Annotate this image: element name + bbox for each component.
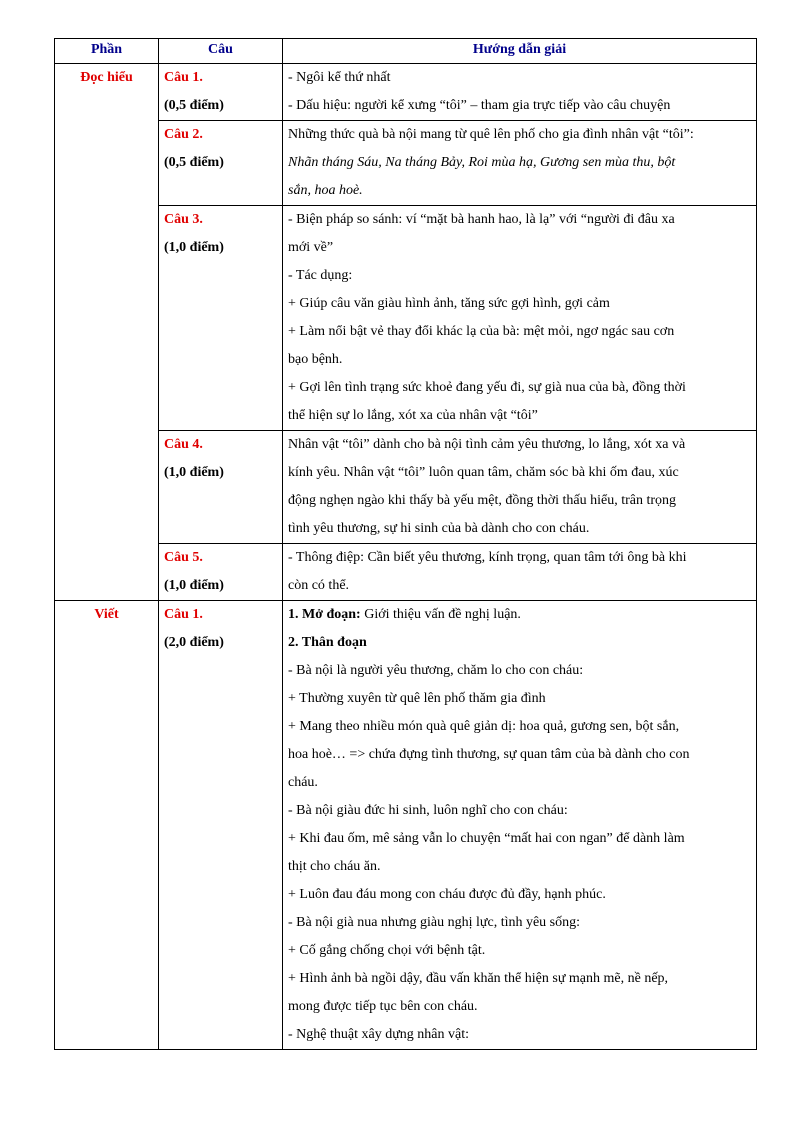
answer-line: - Ngôi kể thứ nhất	[288, 70, 391, 85]
answer-line: + Làm nổi bật vẻ thay đổi khác lạ của bà: mệt mỏi, ngơ ngác sau cơn	[288, 324, 675, 339]
answer-line: Nhân vật “tôi” dành cho bà nội tình cảm yêu thương, lo lắng, xót xa và	[288, 437, 686, 452]
answer-cell	[283, 121, 757, 206]
table-row	[55, 206, 757, 431]
part-viet: Viết	[55, 601, 159, 1050]
question-points: (1,0 điểm)	[164, 578, 224, 593]
answer-line: - Biện pháp so sánh: ví “mặt bà hanh hao, là lạ” với “người đi đâu xa	[288, 212, 675, 227]
question-points: (0,5 điểm)	[164, 155, 224, 170]
answer-line: bạo bệnh.	[288, 352, 343, 367]
intro-rest: Giới thiệu vấn đề nghị luận.	[360, 607, 521, 622]
answer-line: còn có thể.	[288, 578, 350, 593]
question-cell	[159, 431, 283, 544]
answer-line: - Bà nội giàu đức hi sinh, luôn nghĩ cho con cháu:	[288, 803, 568, 818]
answer-cell	[283, 206, 757, 431]
answer-line: + Giúp câu văn giàu hình ảnh, tăng sức gợi hình, gợi cảm	[288, 296, 610, 311]
answer-table	[54, 38, 757, 1050]
answer-line: kính yêu. Nhân vật “tôi” luôn quan tâm, chăm sóc bà khi ốm đau, xúc	[288, 465, 679, 480]
answer-line: - Bà nội già nua nhưng giàu nghị lực, tình yêu sống:	[288, 915, 581, 930]
answer-line: Những thức quà bà nội mang từ quê lên phố cho gia đình nhân vật “tôi”:	[288, 127, 694, 142]
answer-line: Nhãn tháng Sáu, Na tháng Bảy, Roi mùa hạ, Gương sen mùa thu, bột	[288, 155, 676, 170]
question-number: Câu 1.	[164, 607, 203, 622]
question-number: Câu 1.	[164, 70, 203, 85]
answer-line: - Bà nội là người yêu thương, chăm lo cho con cháu:	[288, 663, 584, 678]
header-cau: Câu	[159, 39, 283, 64]
question-cell	[159, 601, 283, 1050]
question-cell	[159, 206, 283, 431]
question-points: (1,0 điểm)	[164, 240, 224, 255]
question-cell	[159, 121, 283, 206]
question-cell	[159, 64, 283, 121]
answer-line: tình yêu thương, sự hi sinh của bà dành cho con cháu.	[288, 521, 590, 536]
answer-cell	[283, 544, 757, 601]
table-row	[55, 431, 757, 544]
answer-cell	[283, 601, 757, 1050]
answer-line: + Mang theo nhiều món quà quê giản dị: hoa quả, gương sen, bột sắn,	[288, 719, 680, 734]
header-phan: Phần	[55, 39, 159, 64]
answer-line: + Gợi lên tình trạng sức khoẻ đang yếu đi, sự già nua của bà, đồng thời	[288, 380, 686, 395]
header-row	[55, 39, 757, 64]
answer-line: - Dấu hiệu: người kể xưng “tôi” – tham gia trực tiếp vào câu chuyện	[288, 98, 671, 113]
answer-line: - Tác dụng:	[288, 268, 353, 283]
question-points: (0,5 điểm)	[164, 98, 224, 113]
answer-line: + Hình ảnh bà ngồi dậy, đầu vấn khăn thể hiện sự mạnh mẽ, nề nếp,	[288, 971, 669, 986]
part-doc-hieu: Đọc hiểu	[55, 64, 159, 601]
answer-line: mới về”	[288, 240, 334, 255]
question-points: (1,0 điểm)	[164, 465, 224, 480]
subhead: 2. Thân đoạn	[288, 635, 367, 650]
answer-line: - Thông điệp: Cần biết yêu thương, kính trọng, quan tâm tới ông bà khi	[288, 550, 687, 565]
answer-line: thịt cho cháu ăn.	[288, 859, 381, 874]
answer-line: + Cố gắng chống chọi với bệnh tật.	[288, 943, 486, 958]
question-number: Câu 5.	[164, 550, 203, 565]
question-number: Câu 4.	[164, 437, 203, 452]
question-number: Câu 2.	[164, 127, 203, 142]
answer-cell	[283, 431, 757, 544]
answer-line: mong được tiếp tục bên con cháu.	[288, 999, 478, 1014]
answer-cell	[283, 64, 757, 121]
table-row	[55, 601, 757, 1050]
table-row	[55, 544, 757, 601]
answer-line: động nghẹn ngào khi thấy bà yếu mệt, đồng thời thấu hiểu, trân trọng	[288, 493, 677, 508]
answer-line: + Khi đau ốm, mê sảng vẫn lo chuyện “mất hai con ngan” để dành làm	[288, 831, 685, 846]
intro-bold: 1. Mở đoạn:	[288, 607, 361, 622]
question-number: Câu 3.	[164, 212, 203, 227]
answer-line: sắn, hoa hoè.	[288, 183, 363, 198]
question-cell	[159, 544, 283, 601]
table-row	[55, 64, 757, 121]
intro-line	[288, 601, 751, 629]
answer-line: hoa hoè… => chứa đựng tình thương, sự quan tâm của bà dành cho con	[288, 747, 690, 762]
answer-line: + Luôn đau đáu mong con cháu được đủ đầy, hạnh phúc.	[288, 887, 606, 902]
question-points: (2,0 điểm)	[164, 635, 224, 650]
table-row	[55, 121, 757, 206]
header-huong-dan: Hướng dẫn giải	[283, 39, 757, 64]
answer-line: thể hiện sự lo lắng, xót xa của nhân vật “tôi”	[288, 408, 538, 423]
answer-line: - Nghệ thuật xây dựng nhân vật:	[288, 1027, 469, 1042]
answer-line: cháu.	[288, 775, 318, 790]
answer-line: + Thường xuyên từ quê lên phố thăm gia đình	[288, 691, 546, 706]
